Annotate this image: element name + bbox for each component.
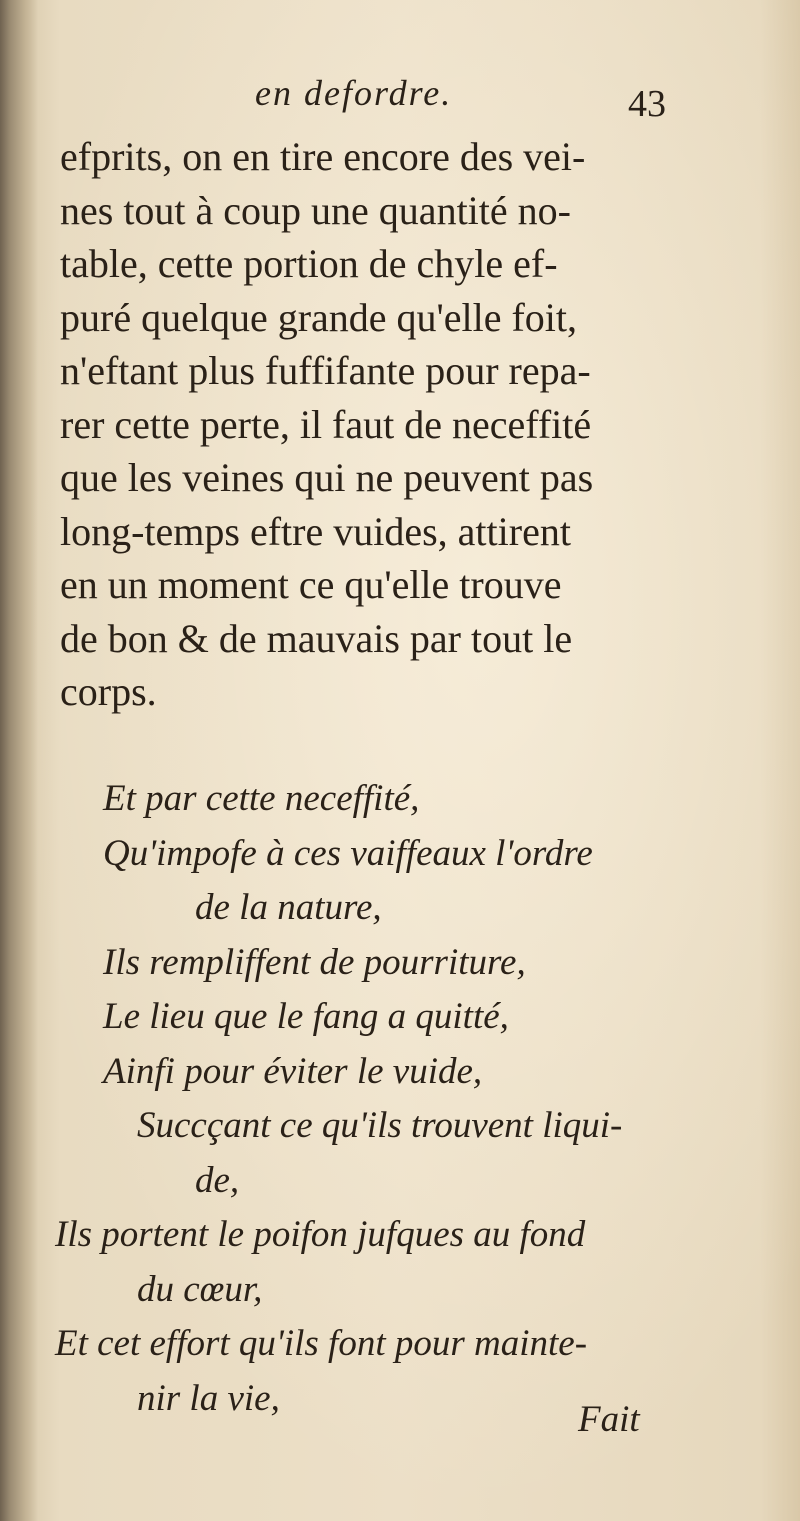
verse-line: Ainfi pour éviter le vuide, [103, 1050, 483, 1092]
prose-line: corps. [60, 669, 157, 714]
prose-line: table, cette portion de chyle ef- [60, 241, 558, 286]
running-head: en defordre. [255, 73, 453, 113]
verse-line: Le lieu que le fang a quitté, [103, 996, 509, 1037]
verse-line: du cœur, [137, 1268, 263, 1310]
verse-line: Qu'impofe à ces vaiffeaux l'ordre [103, 832, 593, 874]
verse-line: Ils portent le poifon jufques au fond [55, 1214, 586, 1255]
verse-stanza [55, 772, 695, 1426]
prose-line: en un moment ce qu'elle trouve [60, 562, 562, 607]
verse-line: nir la vie, [137, 1377, 280, 1419]
page-gutter-shadow [0, 0, 38, 1521]
verse-line: Ils rempliffent de pourriture, [103, 941, 526, 983]
prose-paragraph [60, 130, 680, 719]
prose-line: rer cette perte, il faut de neceffité [60, 401, 592, 447]
catchword: Fait [578, 1399, 640, 1440]
prose-line: nes tout à coup une quantité no- [60, 187, 571, 233]
prose-line: n'eftant plus fuffifante pour repa- [60, 348, 591, 393]
prose-line: puré quelque grande qu'elle foit, [60, 294, 578, 340]
verse-line: Et par cette neceffité, [103, 778, 420, 819]
page-header [0, 72, 800, 125]
prose-line: de bon & de mauvais par tout le [60, 615, 573, 661]
prose-line: que les veines qui ne peuvent pas [60, 455, 594, 500]
verse-line: de la nature, [195, 887, 382, 928]
prose-line: efprits, on en tire encore des vei- [60, 134, 586, 179]
verse-line: Succçant ce qu'ils trouvent liqui- [137, 1105, 623, 1146]
verse-line: Et cet effort qu'ils font pour mainte- [55, 1323, 588, 1364]
verse-line: de, [195, 1159, 240, 1201]
page-number: 43 [628, 83, 666, 125]
prose-line: long-temps eftre vuides, attirent [60, 508, 571, 554]
